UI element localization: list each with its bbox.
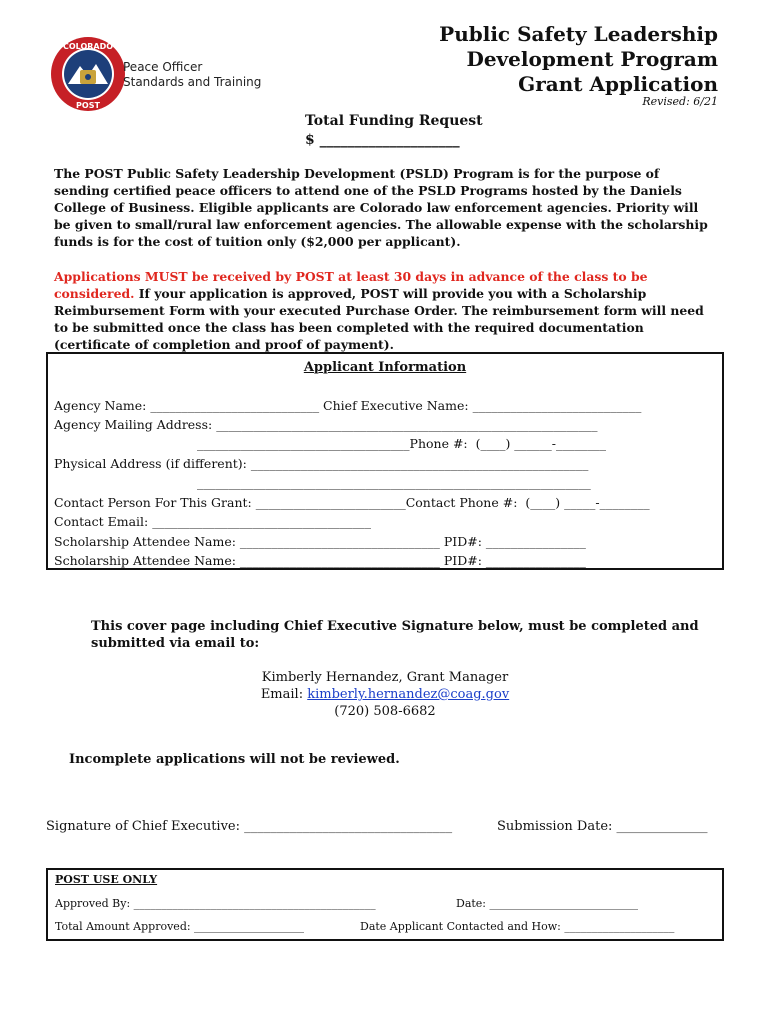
incomplete-notice: Incomplete applications will not be reviewed.: [69, 752, 400, 767]
approved-by-field[interactable]: Approved By: ____________________________________________: [55, 897, 376, 910]
contact-block: [0, 669, 770, 720]
deadline-paragraph: [54, 268, 716, 353]
physical-address-row-2[interactable]: _______________________________________________________________: [54, 475, 591, 490]
date-contacted-field[interactable]: Date Applicant Contacted and How: ____________________: [360, 920, 675, 933]
applicant-info-box: [46, 352, 724, 570]
deadline-warning: Applications MUST be received by POST at least 30 days in advance of the class to be considered.: [54, 269, 648, 301]
total-approved-field[interactable]: Total Amount Approved: ____________________: [55, 920, 305, 933]
attendee-row[interactable]: Scholarship Attendee Name: ________________________________ PID#: ________________: [54, 553, 586, 568]
post-use-title: POST USE ONLY: [55, 873, 158, 886]
contact-name: Kimberly Hernandez, Grant Manager: [261, 670, 509, 685]
submission-date-field[interactable]: Submission Date: ______________: [497, 819, 708, 834]
email-label: Email:: [260, 687, 308, 702]
attendee-row[interactable]: Scholarship Attendee Name: ________________________________ PID#: ________________: [54, 534, 586, 549]
applicant-info-title: Applicant Information: [303, 360, 467, 375]
contact-email-line: [0, 686, 770, 703]
logo-ring-text: COLORADO: [62, 42, 114, 51]
funding-label: Total Funding Request: [305, 113, 483, 129]
contact-email-row[interactable]: Contact Email: ___________________________________: [54, 514, 371, 529]
logo-bottom-text: POST: [76, 101, 100, 110]
agency-mailing-row[interactable]: Agency Mailing Address: _____________________________________________________________: [54, 417, 598, 432]
org-line: Standards and Training: [123, 75, 262, 89]
contact-person-row[interactable]: Contact Person For This Grant: ________________________Contact Phone #: (____) _____-________: [54, 495, 650, 510]
funding-request: [305, 112, 483, 150]
agency-mailing-phone-row[interactable]: __________________________________Phone #: (____) ______-________: [54, 436, 607, 451]
contact-phone: (720) 508-6682: [334, 704, 436, 719]
org-name: [123, 60, 261, 90]
email-link[interactable]: kimberly.hernandez@coag.gov: [307, 687, 510, 702]
post-use-box: [46, 868, 724, 941]
cover-instructions: This cover page including Chief Executive Signature below, must be completed and submitted via email to:: [91, 619, 699, 651]
org-line: Peace Officer: [123, 60, 203, 74]
intro-paragraph: The POST Public Safety Leadership Development (PSLD) Program is for the purpose of sending certified peace officers to attend one of the PSLD Programs hosted by the Daniels College of Business. Eligible applicants are Colorado law enforcement agencies. Priority will be given to small/rural law enforcement agencies. The allowable expense with the scholarship funds is for the cost of tuition only ($2,000 per applicant).: [54, 166, 708, 249]
document-title: [439, 22, 718, 97]
revised-date: Revised: 6/21: [642, 95, 718, 108]
title-line: Public Safety Leadership: [439, 22, 718, 46]
signature-field[interactable]: Signature of Chief Executive: ________________________________: [46, 819, 453, 834]
approval-date-field[interactable]: Date: ___________________________: [456, 897, 639, 910]
post-seal-logo: [50, 36, 126, 112]
reimbursement-text: If your application is approved, POST will provide you with a Scholarship Reimbursement Form with your executed Purchase Order. The reimbursement form will need to be submitted once the class has been completed with the required documentation (certificate of completion and proof of payment).: [54, 286, 704, 352]
title-line: Grant Application: [518, 72, 718, 96]
agency-name-row[interactable]: Agency Name: ___________________________ Chief Executive Name: ___________________________: [54, 398, 642, 413]
funding-amount-field[interactable]: $ ____________________: [305, 132, 460, 148]
physical-address-row[interactable]: Physical Address (if different): ______________________________________________________: [54, 456, 589, 471]
title-line: Development Program: [466, 47, 718, 71]
